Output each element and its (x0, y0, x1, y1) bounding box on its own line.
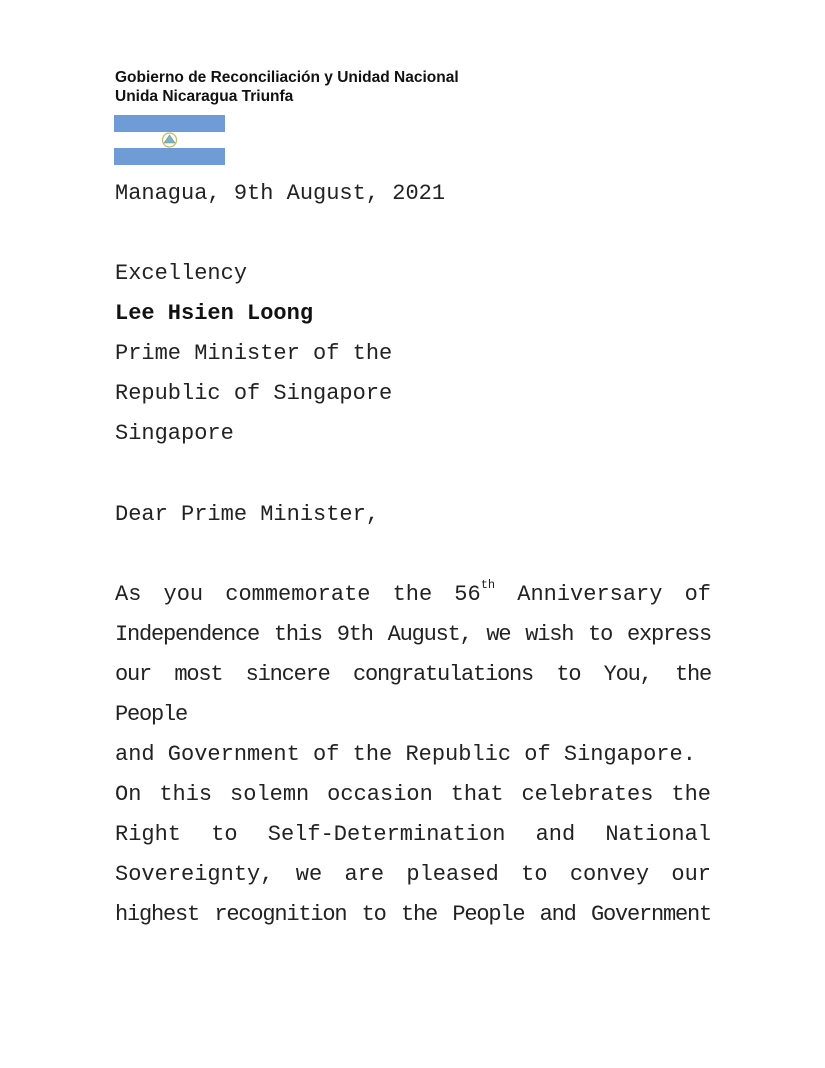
paragraph2-line2: Right to Self-Determination and National (115, 822, 711, 847)
recipient-country: Republic of Singapore (115, 381, 393, 406)
paragraph-recognition (115, 775, 711, 935)
paragraph1-line3: our most sincere congratulations to You, the People (115, 662, 711, 727)
flag-bottom-stripe (114, 148, 225, 165)
paragraph2-line4: highest recognition to the People and Government (115, 902, 711, 927)
paragraph-congratulations (115, 575, 711, 775)
recipient-city: Singapore (115, 421, 234, 446)
salutation: Excellency (115, 261, 248, 286)
flag-top-stripe (114, 115, 225, 132)
recipient-title: Prime Minister of the (115, 341, 393, 366)
greeting: Dear Prime Minister, (115, 502, 380, 527)
letterhead (115, 68, 459, 106)
nicaragua-flag-icon (114, 115, 225, 165)
paragraph2-line1: On this solemn occasion that celebrates the (115, 782, 711, 807)
paragraph1-line1: As you commemorate the 56th Anniversary of (115, 577, 711, 607)
recipient-name: Lee Hsien Loong (115, 301, 314, 326)
paragraph1-line4: and Government of the Republic of Singapore. (115, 742, 696, 767)
letterhead-government-name: Gobierno de Reconciliación y Unidad Nacional (115, 69, 459, 86)
paragraph1-line2: Independence this 9th August, we wish to express (115, 622, 711, 647)
date-line: Managua, 9th August, 2021 (115, 181, 446, 206)
letterhead-slogan: Unida Nicaragua Triunfa (115, 88, 294, 105)
paragraph2-line3: Sovereignty, we are pleased to convey our (115, 862, 711, 887)
